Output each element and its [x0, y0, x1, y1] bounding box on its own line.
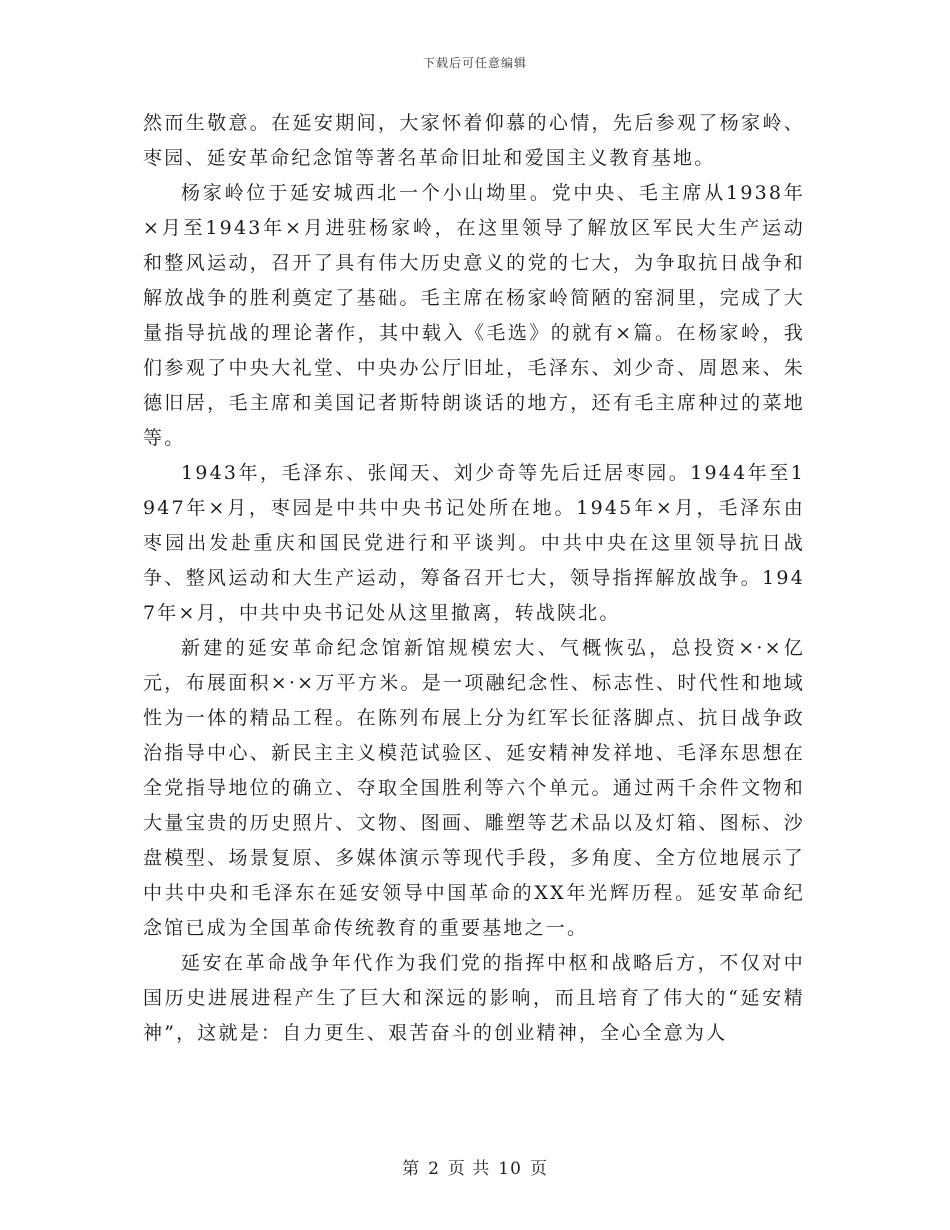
footer-mid: 页 共	[447, 1159, 491, 1179]
paragraph-yanan-spirit: 延安在革命战争年代作为我们党的指挥中枢和战略后方，不仅对中国历史进展进程产生了巨大和深远的影响，而且培育了伟大的“延安精神”，这就是：自力更生、艰苦奋斗的创业精神，全心全意为人	[143, 952, 805, 1044]
footer-suffix: 页	[529, 1159, 548, 1179]
document-body	[143, 106, 805, 1051]
page-footer	[0, 1154, 950, 1179]
paragraph-continuation: 然而生敬意。在延安期间，大家怀着仰慕的心情，先后参观了杨家岭、枣园、延安革命纪念馆等著名革命旧址和爱国主义教育基地。	[143, 112, 805, 169]
paragraph-yangjialing: 杨家岭位于延安城西北一个小山坳里。党中央、毛主席从1938年×月至1943年×月进驻杨家岭，在这里领导了解放区军民大生产运动和整风运动，召开了具有伟大历史意义的党的七大，为争取抗日战争和解放战争的胜利奠定了基础。毛主席在杨家岭简陋的窑洞里，完成了大量指导抗战的理论著作，其中载入《毛选》的就有×篇。在杨家岭，我们参观了中央大礼堂、中央办公厅旧址，毛泽东、刘少奇、周恩来、朱德旧居，毛主席和美国记者斯特朗谈话的地方，还有毛主席种过的菜地等。	[143, 182, 805, 449]
footer-page-number: 2	[428, 1159, 440, 1179]
paragraph-memorial-hall: 新建的延安革命纪念馆新馆规模宏大、气概恢弘，总投资×·×亿元，布展面积×·×万平方米。是一项融纪念性、标志性、时代性和地域性为一体的精品工程。在陈列布展上分为红军长征落脚点、抗日战争政治指导中心、新民主主义模范试验区、延安精神发祥地、毛泽东思想在全党指导地位的确立、夺取全国胜利等六个单元。通过两千余件文物和大量宝贵的历史照片、文物、图画、雕塑等艺术品以及灯箱、图标、沙盘模型、场景复原、多媒体演示等现代手段，多角度、全方位地展示了中共中央和毛泽东在延安领导中国革命的XX年光辉历程。延安革命纪念馆已成为全国革命传统教育的重要基地之一。	[143, 637, 805, 939]
footer-prefix: 第	[402, 1159, 421, 1179]
footer-total-pages: 10	[498, 1159, 522, 1179]
page-header: 下载后可任意编辑	[422, 56, 527, 70]
paragraph-zaoyuan: 1943年，毛泽东、张闻天、刘少奇等先后迁居枣园。1944年至1947年×月，枣园是中共中央书记处所在地。1945年×月，毛泽东由枣园出发赴重庆和国民党进行和平谈判。中共中央在这里领导抗日战争、整风运动和大生产运动，筹备召开七大，领导指挥解放战争。1947年×月，中共中央书记处从这里撤离，转战陕北。	[143, 462, 805, 624]
